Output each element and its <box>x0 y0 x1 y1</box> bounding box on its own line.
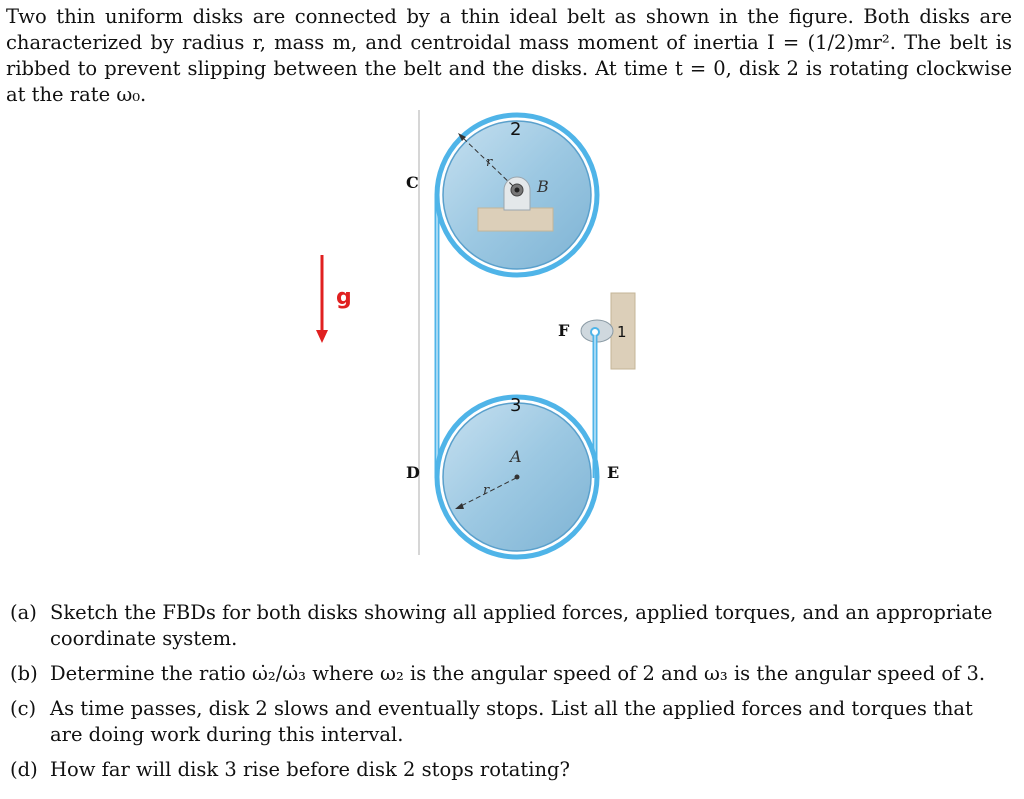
label-F: F <box>558 321 570 340</box>
label-C: C <box>406 173 419 192</box>
disk-2-number: 2 <box>510 119 522 140</box>
question-c <box>10 696 1010 748</box>
label-E: E <box>607 463 620 482</box>
label-B: B <box>537 177 549 196</box>
question-list <box>10 600 1010 792</box>
question-d <box>10 757 1010 783</box>
question-a <box>10 600 1010 652</box>
label-A: A <box>510 447 522 466</box>
radius-label-bottom: r <box>483 483 490 498</box>
question-tag: (c) <box>10 697 37 720</box>
gravity-arrow <box>316 255 328 343</box>
disk-3 <box>437 397 597 557</box>
question-text: Determine the ratio ω̇₂/ω̇₃ where ω₂ is the angular speed of 2 and ω₃ is the angular speed of 3. <box>50 662 986 685</box>
question-text: Sketch the FBDs for both disks showing all applied forces, applied torques, and an appropriate coordinate system. <box>50 601 993 650</box>
disk-3-number: 3 <box>510 395 522 416</box>
radius-label-top: r <box>486 155 493 170</box>
support-number: 1 <box>617 323 627 341</box>
question-tag: (b) <box>10 662 38 685</box>
gravity-label: g <box>336 285 352 310</box>
question-tag: (d) <box>10 758 38 781</box>
question-tag: (a) <box>10 601 37 624</box>
belt-disk-figure <box>300 100 660 560</box>
question-b <box>10 661 1010 687</box>
question-text: As time passes, disk 2 slows and eventually stops. List all the applied forces and torques that are doing work during this interval. <box>50 697 973 746</box>
pin-F <box>591 328 599 336</box>
label-D: D <box>406 463 420 482</box>
problem-statement: Two thin uniform disks are connected by a thin ideal belt as shown in the figure. Both disks are characterized by radius r, mass m, and centroidal mass moment of inertia I = (1/2)mr². The belt is ribbed to prevent slipping between the belt and the disks. At time t = 0, disk 2 is rotating clockwise at the rate ω₀. <box>6 5 1012 106</box>
question-text: How far will disk 3 rise before disk 2 stops rotating? <box>50 758 570 781</box>
